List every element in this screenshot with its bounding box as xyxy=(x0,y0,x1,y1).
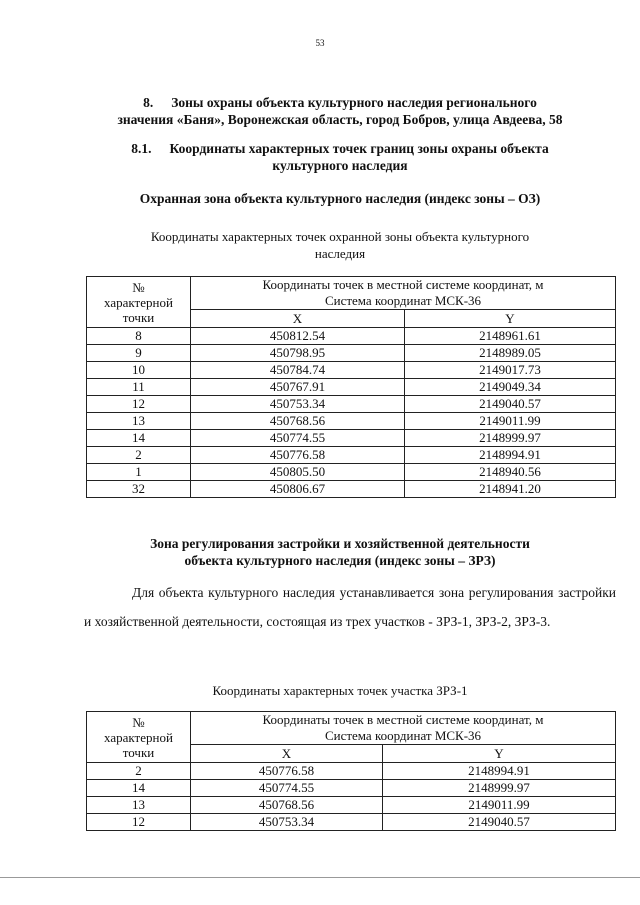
x-coordinate-cell: 450776.58 xyxy=(191,447,405,464)
oz-caption-line1: Координаты характерных точек охранной зоны объекта культурного xyxy=(150,229,530,244)
x-coordinate-cell: 450784.74 xyxy=(191,362,405,379)
point-number-cell: 2 xyxy=(87,447,191,464)
y-coordinate-cell: 2148989.05 xyxy=(405,345,616,362)
y-column-header: Y xyxy=(405,310,616,328)
table-row xyxy=(87,379,616,396)
x-coordinate-cell: 450768.56 xyxy=(191,797,383,814)
y-coordinate-cell: 2149040.57 xyxy=(405,396,616,413)
page-number: 53 xyxy=(315,38,325,48)
section-8-1-number: 8.1. xyxy=(131,141,152,156)
header-point-word2: точки xyxy=(122,309,155,325)
section-8-1-title-line2: культурного наследия xyxy=(272,158,408,173)
table-row xyxy=(87,396,616,413)
section-8-title-line2: значения «Баня», Воронежская область, город Бобров, улица Авдеева, 58 xyxy=(117,112,563,127)
table-row xyxy=(87,413,616,430)
table-row xyxy=(87,780,616,797)
point-number-cell: 2 xyxy=(87,763,191,780)
point-number-cell: 13 xyxy=(87,797,191,814)
x-coordinate-cell: 450805.50 xyxy=(191,464,405,481)
x-coordinate-cell: 450774.55 xyxy=(191,780,383,797)
table-row xyxy=(87,362,616,379)
y-coordinate-cell: 2148940.56 xyxy=(405,464,616,481)
x-coordinate-cell: 450798.95 xyxy=(191,345,405,362)
zrz1-table-body xyxy=(87,763,616,831)
x-coordinate-cell: 450753.34 xyxy=(191,396,405,413)
point-number-header xyxy=(87,712,191,763)
point-number-cell: 9 xyxy=(87,345,191,362)
table-row xyxy=(87,763,616,780)
point-number-cell: 12 xyxy=(87,396,191,413)
coordinates-header-line1: Координаты точек в местной системе координат, м xyxy=(262,712,544,727)
zrz1-coordinates-table xyxy=(86,711,616,831)
oz-table-caption xyxy=(90,228,590,262)
section-8-number: 8. xyxy=(143,95,154,110)
oz-coordinates-table xyxy=(86,276,616,498)
section-8-title-line1: Зоны охраны объекта культурного наследия регионального xyxy=(171,95,537,110)
point-number-cell: 10 xyxy=(87,362,191,379)
x-coordinate-cell: 450812.54 xyxy=(191,328,405,345)
y-coordinate-cell: 2148961.61 xyxy=(405,328,616,345)
x-column-header: X xyxy=(191,745,383,763)
coordinates-header xyxy=(191,712,616,745)
point-number-cell: 12 xyxy=(87,814,191,831)
table-row xyxy=(87,481,616,498)
table-row xyxy=(87,345,616,362)
table-row xyxy=(87,797,616,814)
bottom-rule xyxy=(0,877,640,878)
section-8-1-heading xyxy=(80,140,600,174)
table-row xyxy=(87,464,616,481)
point-number-cell: 14 xyxy=(87,430,191,447)
point-number-cell: 1 xyxy=(87,464,191,481)
section-8-heading xyxy=(80,94,600,128)
y-column-header: Y xyxy=(383,745,616,763)
header-point-word1: характерной xyxy=(104,294,173,310)
x-coordinate-cell: 450806.67 xyxy=(191,481,405,498)
y-coordinate-cell: 2149040.57 xyxy=(383,814,616,831)
point-number-cell: 8 xyxy=(87,328,191,345)
header-number-sign: № xyxy=(132,714,145,730)
point-number-cell: 14 xyxy=(87,780,191,797)
point-number-header xyxy=(87,277,191,328)
header-number-sign: № xyxy=(132,279,145,295)
x-coordinate-cell: 450767.91 xyxy=(191,379,405,396)
y-coordinate-cell: 2148941.20 xyxy=(405,481,616,498)
y-coordinate-cell: 2148994.91 xyxy=(405,447,616,464)
oz-caption-line2: наследия xyxy=(314,246,366,261)
coordinates-header-line2: Система координат МСК-36 xyxy=(324,293,482,308)
table-row xyxy=(87,430,616,447)
x-coordinate-cell: 450774.55 xyxy=(191,430,405,447)
header-point-word1: характерной xyxy=(104,729,173,745)
zrz-zone-title xyxy=(60,535,620,569)
table-row xyxy=(87,447,616,464)
y-coordinate-cell: 2148994.91 xyxy=(383,763,616,780)
zrz-paragraph-text: Для объекта культурного наследия устанавливается зона регулирования застройки и хозяйственной деятельности, состоящая из трех участков - ЗРЗ-1, ЗРЗ-2, ЗРЗ-3. xyxy=(84,585,616,629)
table-row xyxy=(87,814,616,831)
oz-zone-title: Охранная зона объекта культурного наследия (индекс зоны – ОЗ) xyxy=(139,191,541,206)
y-coordinate-cell: 2149011.99 xyxy=(405,413,616,430)
zrz-title-line1: Зона регулирования застройки и хозяйственной деятельности xyxy=(150,536,530,551)
coordinates-header xyxy=(191,277,616,310)
coordinates-header-line1: Координаты точек в местной системе координат, м xyxy=(262,277,544,292)
zrz1-table-caption: Координаты характерных точек участка ЗРЗ-1 xyxy=(212,683,468,698)
table-row xyxy=(87,328,616,345)
y-coordinate-cell: 2148999.97 xyxy=(383,780,616,797)
section-8-1-title-line1: Координаты характерных точек границ зоны охраны объекта xyxy=(169,141,549,156)
oz-table-body xyxy=(87,328,616,498)
y-coordinate-cell: 2148999.97 xyxy=(405,430,616,447)
zrz-title-line2: объекта культурного наследия (индекс зоны – ЗРЗ) xyxy=(184,553,496,568)
coordinates-header-line2: Система координат МСК-36 xyxy=(324,728,482,743)
x-coordinate-cell: 450768.56 xyxy=(191,413,405,430)
header-point-word2: точки xyxy=(122,744,155,760)
x-coordinate-cell: 450753.34 xyxy=(191,814,383,831)
x-column-header: X xyxy=(191,310,405,328)
y-coordinate-cell: 2149011.99 xyxy=(383,797,616,814)
point-number-cell: 13 xyxy=(87,413,191,430)
point-number-cell: 32 xyxy=(87,481,191,498)
x-coordinate-cell: 450776.58 xyxy=(191,763,383,780)
y-coordinate-cell: 2149017.73 xyxy=(405,362,616,379)
y-coordinate-cell: 2149049.34 xyxy=(405,379,616,396)
zrz-paragraph xyxy=(84,578,616,636)
point-number-cell: 11 xyxy=(87,379,191,396)
